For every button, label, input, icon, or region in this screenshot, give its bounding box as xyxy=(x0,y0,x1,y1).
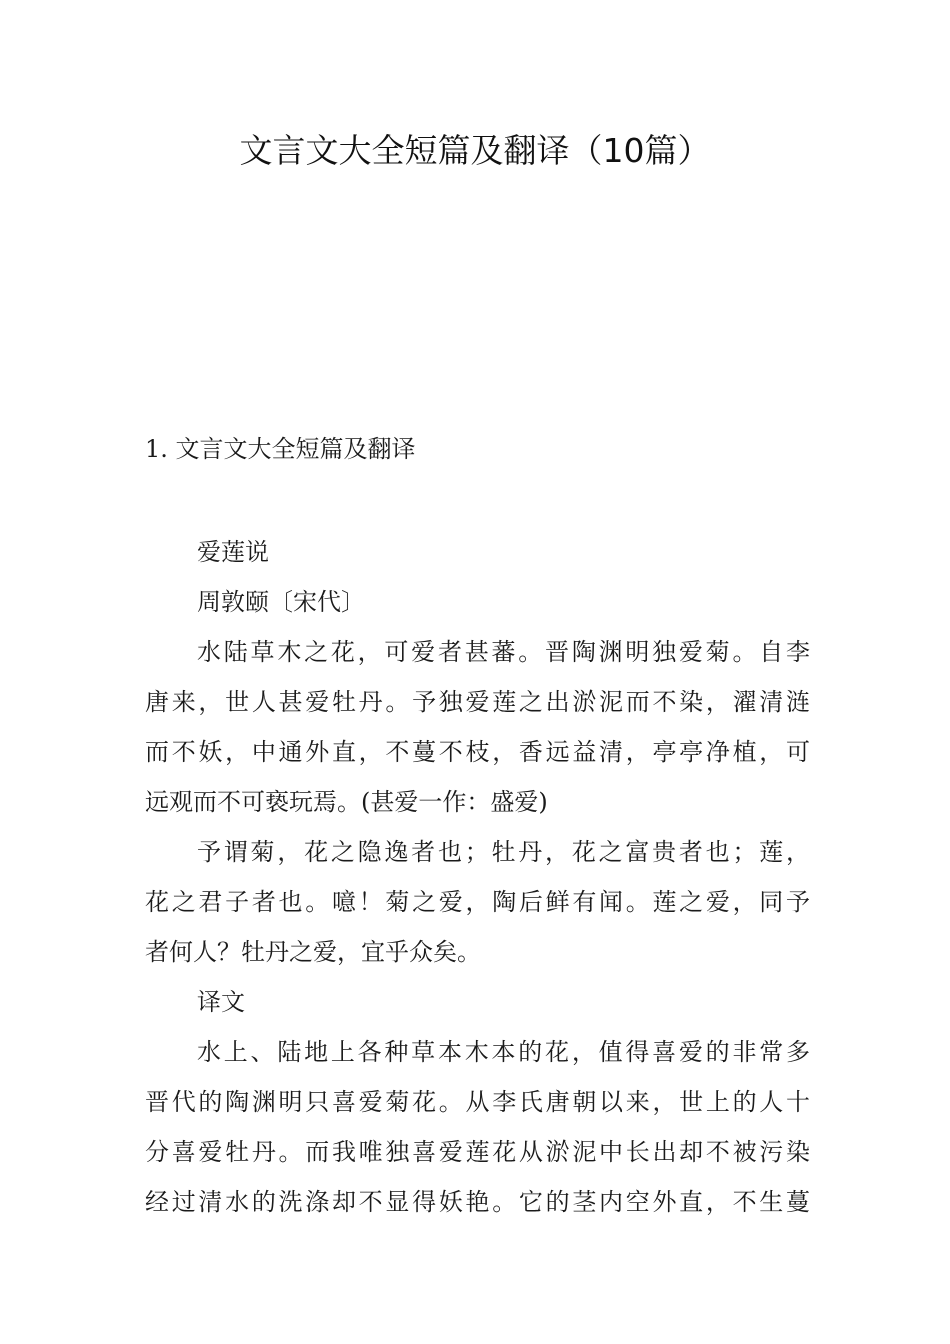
text-line: 晋代的陶渊明只喜爱菊花。从李氏唐朝以来，世上的人十 xyxy=(145,1088,810,1116)
text-line: 分喜爱牡丹。而我唯独喜爱莲花从淤泥中长出却不被污染 xyxy=(145,1138,810,1166)
text-line: 远观而不可亵玩焉。(甚爱一作：盛爱) xyxy=(145,788,548,816)
text-line: 水陆草木之花，可爱者甚蕃。晋陶渊明独爱菊。自李 xyxy=(197,638,810,666)
translation-label: 译文 xyxy=(197,988,245,1016)
text-line: 予谓菊，花之隐逸者也；牡丹，花之富贵者也；莲， xyxy=(197,838,810,866)
text-line: 经过清水的洗涤却不显得妖艳。它的茎内空外直，不生蔓 xyxy=(145,1188,810,1216)
section-heading: 1. 文言文大全短篇及翻译 xyxy=(145,435,416,463)
text-line: 花之君子者也。噫！菊之爱，陶后鲜有闻。莲之爱，同予 xyxy=(145,888,810,916)
translation-paragraph-1 xyxy=(145,1027,810,1227)
original-paragraph-2 xyxy=(145,827,810,977)
text-line: 水上、陆地上各种草本木本的花，值得喜爱的非常多 xyxy=(197,1038,810,1066)
poem-title: 爱莲说 xyxy=(197,538,269,566)
document-title: 文言文大全短篇及翻译（10篇） xyxy=(239,131,711,170)
original-paragraph-1 xyxy=(145,627,810,827)
text-line: 者何人？牡丹之爱，宜乎众矣。 xyxy=(145,938,481,966)
text-line: 唐来，世人甚爱牡丹。予独爱莲之出淤泥而不染，濯清涟 xyxy=(145,688,810,716)
document-body xyxy=(145,527,810,1227)
poem-author: 周敦颐〔宋代〕 xyxy=(197,588,365,616)
text-line: 而不妖，中通外直，不蔓不枝，香远益清，亭亭净植，可 xyxy=(145,738,810,766)
